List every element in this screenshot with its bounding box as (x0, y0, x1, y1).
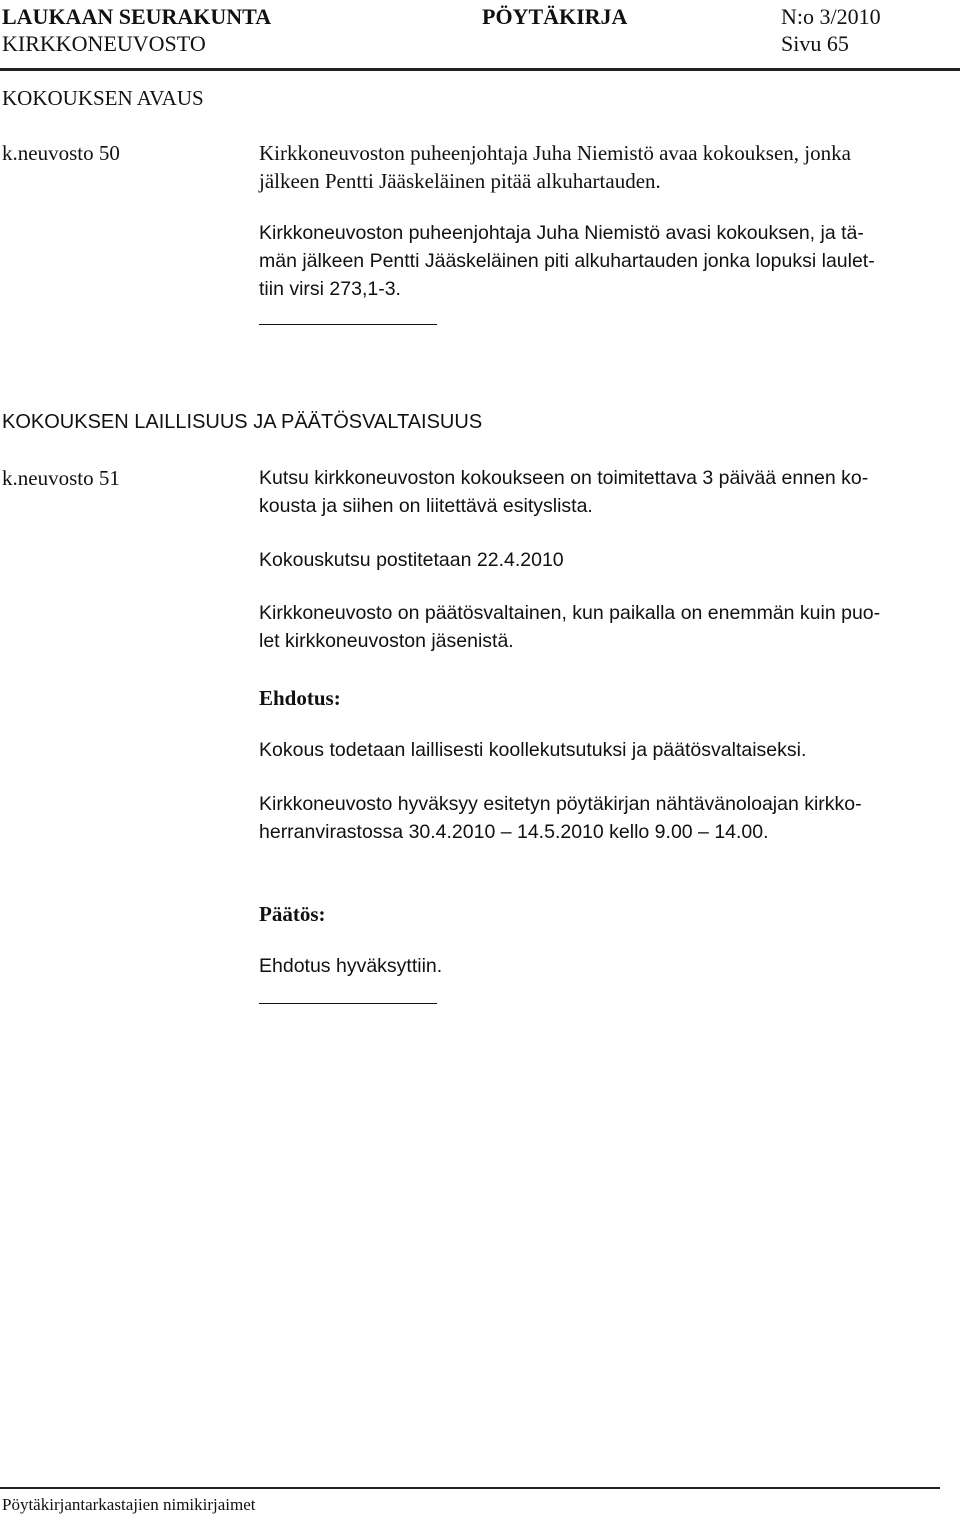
section-ref-51: k.neuvosto 51 (2, 466, 120, 490)
quorum-rule (259, 599, 949, 655)
text-line: Kirkkoneuvosto on päätösvaltainen, kun paikalla on enemmän kuin puo- (259, 602, 881, 624)
footer-initials-label: Pöytäkirjantarkastajien nimikirjaimet (2, 1495, 256, 1514)
text-line: Kirkkoneuvoston puheenjohtaja Juha Niemistö avaa kokouksen, jonka (259, 141, 851, 165)
text-line: kousta ja siihen on liitettävä esityslista. (259, 495, 593, 517)
header-rule (0, 68, 960, 71)
text-line: Kokouskutsu postitetaan 22.4.2010 (259, 549, 564, 571)
page-number: Sivu 65 (781, 31, 849, 56)
org-name: LAUKAAN SEURAKUNTA (2, 4, 272, 29)
text-line: Ehdotus hyväksyttiin. (259, 955, 443, 977)
footer-rule (0, 1487, 940, 1489)
section-end-rule (259, 324, 437, 325)
text-line: Kutsu kirkkoneuvoston kokoukseen on toimitettava 3 päivää ennen ko- (259, 467, 869, 489)
document-number: N:o 3/2010 (781, 4, 881, 29)
decision-text (259, 952, 949, 980)
section-ref-50: k.neuvosto 50 (2, 141, 120, 165)
invitation-date (259, 546, 949, 574)
decision-label: Päätös: (259, 902, 326, 926)
text-line: let kirkkoneuvoston jäsenistä. (259, 630, 514, 652)
body-name: KIRKKONEUVOSTO (2, 31, 206, 56)
text-line: herranvirastossa 30.4.2010 – 14.5.2010 kello 9.00 – 14.00. (259, 821, 769, 843)
document-type: PÖYTÄKIRJA (482, 4, 628, 29)
text-line: Kirkkoneuvoston puheenjohtaja Juha Niemistö avasi kokouksen, ja tä- (259, 222, 864, 244)
text-line: jälkeen Pentti Jääskeläinen pitää alkuhartauden. (259, 169, 661, 193)
text-line: Kirkkoneuvosto hyväksyy esitetyn pöytäkirjan nähtävänoloajan kirkko- (259, 793, 862, 815)
proposal-text (259, 736, 949, 764)
text-line: tiin virsi 273,1-3. (259, 278, 401, 300)
text-line: män jälkeen Pentti Jääskeläinen piti alkuhartauden jonka lopuksi laulet- (259, 250, 875, 272)
proposal-display-period (259, 790, 949, 846)
section-heading-opening: KOKOUKSEN AVAUS (2, 86, 204, 110)
section-end-rule (259, 1003, 437, 1004)
invitation-rule (259, 464, 949, 520)
proposal-label: Ehdotus: (259, 686, 341, 710)
opening-proposal (259, 139, 949, 195)
opening-result (259, 219, 949, 303)
section-heading-quorum: KOKOUKSEN LAILLISUUS JA PÄÄTÖSVALTAISUUS (2, 411, 483, 433)
text-line: Kokous todetaan laillisesti koollekutsutuksi ja päätösvaltaiseksi. (259, 739, 807, 761)
